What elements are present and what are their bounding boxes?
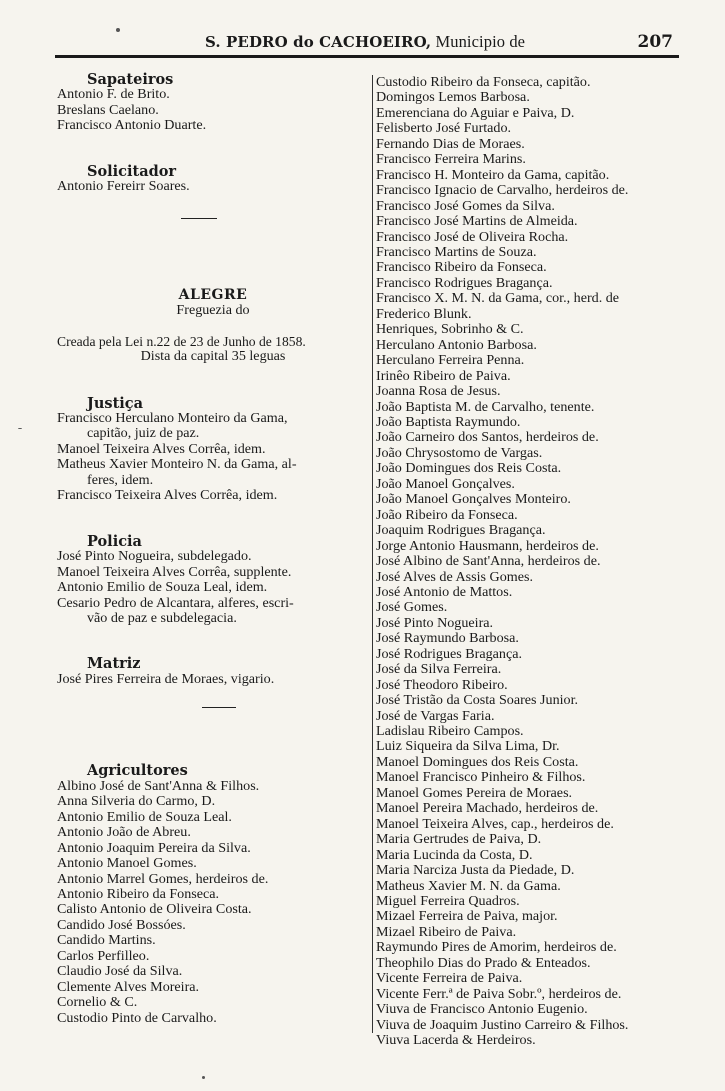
- left-column: [57, 72, 369, 1026]
- entry-line: José Theodoro Ribeiro.: [376, 677, 508, 693]
- entry-line: João Chrysostomo de Vargas.: [376, 445, 543, 461]
- entry-line: Fernando Dias de Moraes.: [376, 136, 525, 152]
- entry-line: Viuva de Joaquim Justino Carreiro & Filhos.: [376, 1017, 629, 1033]
- section-sapateiros: [57, 72, 369, 134]
- entry-line: Miguel Ferreira Quadros.: [376, 894, 520, 910]
- entry-line: Manoel Teixeira Alves Corrêa, supplente.: [57, 564, 292, 580]
- entry-line: Manoel Gomes Pereira de Moraes.: [376, 785, 573, 801]
- entry-line: Antonio Fereirr Soares.: [57, 179, 190, 195]
- entry-line: José Gomes.: [376, 600, 448, 616]
- entry-line: Antonio Emilio de Souza Leal, idem.: [57, 580, 268, 596]
- entry-line: Felisberto José Furtado.: [376, 121, 512, 137]
- entry-line: Francisco Antonio Duarte.: [57, 118, 207, 134]
- entry-line: José Rodrigues Bragança.: [376, 646, 522, 662]
- entry-line: Cornelio & C.: [57, 995, 138, 1011]
- entry-line: Manoel Francisco Pinheiro & Filhos.: [376, 770, 586, 786]
- entry-line: Francisco José Martins de Almeida.: [376, 214, 578, 230]
- section-heading: Solicitador: [87, 162, 177, 180]
- entry-line: José Alves de Assis Gomes.: [376, 569, 533, 585]
- entry-line: José Pinto Nogueira.: [376, 615, 494, 631]
- entry-line: Cesario Pedro de Alcantara, alferes, escri-: [57, 595, 294, 611]
- section-heading: Agricultores: [87, 762, 188, 780]
- entry-line: Joaquim Rodrigues Bragança.: [376, 523, 546, 539]
- entry-line: Mizael Ribeiro de Paiva.: [376, 924, 517, 940]
- entry-line: Raymundo Pires de Amorim, herdeiros de.: [376, 940, 617, 956]
- entry-line: Antonio F. de Brito.: [57, 87, 170, 103]
- entry-line: Ladislau Ribeiro Campos.: [376, 724, 524, 740]
- entry-line: José Pires Ferreira de Moraes, vigario.: [57, 671, 275, 687]
- entry-line: José Albino de Sant'Anna, herdeiros de.: [376, 554, 601, 570]
- entry-line: Jorge Antonio Hausmann, herdeiros de.: [376, 538, 599, 554]
- section-heading: Justiça: [87, 394, 143, 412]
- entry-line: Breslans Caelano.: [57, 102, 159, 118]
- entry-line: José da Silva Ferreira.: [376, 662, 502, 678]
- entry-line: Irinêo Ribeiro de Paiva.: [376, 368, 511, 384]
- entry-line: João Manoel Gonçalves Monteiro.: [376, 492, 571, 508]
- town-name: ALEGRE: [178, 286, 248, 303]
- entry-line: José Raymundo Barbosa.: [376, 631, 519, 647]
- entry-line: Manoel Teixeira Alves, cap., herdeiros de.: [376, 816, 614, 832]
- page-number: 207: [637, 32, 673, 52]
- header-rule: [55, 55, 679, 58]
- entry-line: Antonio João de Abreu.: [57, 825, 191, 841]
- header-title-bold: S. PEDRO do CACHOEIRO,: [205, 33, 432, 51]
- entry-line: João Manoel Gonçalves.: [376, 476, 515, 492]
- entry-line: feres, idem.: [87, 472, 154, 488]
- entry-line: Herculano Ferreira Penna.: [376, 353, 525, 369]
- entry-line: Anna Silveria do Carmo, D.: [57, 794, 216, 810]
- entry-line: Francisco Teixeira Alves Corrêa, idem.: [57, 488, 278, 504]
- paper-speck: [116, 28, 120, 32]
- entry-line: Carlos Perfilleo.: [57, 948, 150, 964]
- column-divider: [372, 75, 373, 1033]
- entry-line: capitão, juiz de paz.: [87, 426, 200, 442]
- entry-line: João Domingues dos Reis Costa.: [376, 461, 562, 477]
- entry-line: Custodio Ribeiro da Fonseca, capitão.: [376, 75, 591, 90]
- section-matriz: [57, 656, 369, 687]
- entry-line: Matheus Xavier M. N. da Gama.: [376, 878, 561, 894]
- entry-line: Maria Narciza Justa da Piedade, D.: [376, 863, 575, 879]
- entry-line: Francisco Martins de Souza.: [376, 244, 537, 260]
- entry-line: Henriques, Sobrinho & C.: [376, 322, 524, 338]
- section-policia: [57, 534, 369, 627]
- entry-line: Maria Gertrudes de Paiva, D.: [376, 832, 542, 848]
- entry-line: Francisco José de Oliveira Rocha.: [376, 229, 569, 245]
- entry-line: João Ribeiro da Fonseca.: [376, 507, 518, 523]
- entry-line: Francisco H. Monteiro da Gama, capitão.: [376, 167, 610, 183]
- entry-line: Francisco X. M. N. da Gama, cor., herd. de: [376, 291, 620, 307]
- entry-line: Antonio Emilio de Souza Leal.: [57, 809, 232, 825]
- entry-line: Joanna Rosa de Jesus.: [376, 384, 501, 400]
- entry-line: Emerenciana do Aguiar e Paiva, D.: [376, 105, 575, 121]
- entry-line: Clemente Alves Moreira.: [57, 979, 200, 995]
- entry-line: Antonio Marrel Gomes, herdeiros de.: [57, 871, 269, 887]
- entry-line: Viuva de Francisco Antonio Eugenio.: [376, 1002, 588, 1018]
- section-solicitador: [57, 164, 369, 195]
- entry-line: João Baptista M. de Carvalho, tenente.: [376, 399, 595, 415]
- entry-line: Matheus Xavier Monteiro N. da Gama, al-: [57, 457, 297, 473]
- entry-line: Candido Martins.: [57, 933, 156, 949]
- section-heading: Policia: [87, 532, 142, 550]
- entry-line: Antonio Manoel Gomes.: [57, 856, 197, 872]
- paper-speck: [202, 1076, 205, 1079]
- distance-line: Dista da capital 35 leguas: [140, 348, 286, 365]
- entry-line: Candido José Bossóes.: [57, 917, 186, 933]
- entry-line: Vicente Ferreira de Paiva.: [376, 971, 523, 987]
- entry-line: Theophilo Dias do Prado & Enteados.: [376, 955, 591, 971]
- entry-line: Francisco Rodrigues Bragança.: [376, 275, 553, 291]
- entry-line: vão de paz e subdelegacia.: [87, 610, 237, 626]
- page-header: [55, 30, 677, 54]
- section-alegre: [57, 288, 369, 365]
- entry-line: João Carneiro dos Santos, herdeiros de.: [376, 430, 599, 446]
- entry-line: Claudio José da Silva.: [57, 964, 183, 980]
- section-agricultores: [57, 763, 369, 1026]
- freguezia-label: Freguezia do: [176, 302, 250, 319]
- header-title-rest: Municipio de: [435, 32, 526, 51]
- entry-line: Calisto Antonio de Oliveira Costa.: [57, 902, 252, 918]
- entry-line: Francisco Ferreira Marins.: [376, 152, 526, 168]
- entry-line: Francisco Ribeiro da Fonseca.: [376, 260, 547, 276]
- entry-line: Herculano Antonio Barbosa.: [376, 337, 537, 353]
- entry-line: Antonio Ribeiro da Fonseca.: [57, 886, 220, 902]
- entry-line: Francisco José Gomes da Silva.: [376, 198, 555, 214]
- section-heading: Sapateiros: [87, 71, 174, 88]
- right-column: [376, 75, 686, 1049]
- entry-line: José Pinto Nogueira, subdelegado.: [57, 549, 252, 565]
- entry-line: Francisco Herculano Monteiro da Gama,: [57, 410, 288, 426]
- entry-line: Frederico Blunk.: [376, 306, 472, 322]
- entry-line: Manoel Pereira Machado, herdeiros de.: [376, 801, 599, 817]
- entry-line: Viuva Lacerda & Herdeiros.: [376, 1033, 536, 1049]
- entry-line: Francisco Ignacio de Carvalho, herdeiros de.: [376, 183, 629, 199]
- entry-line: Mizael Ferreira de Paiva, major.: [376, 909, 558, 925]
- section-justica: [57, 396, 369, 504]
- entry-line: Antonio Joaquim Pereira da Silva.: [57, 840, 251, 856]
- entry-line: Domingos Lemos Barbosa.: [376, 90, 530, 106]
- paper-speck: [18, 428, 22, 429]
- entry-line: José Tristão da Costa Soares Junior.: [376, 693, 579, 709]
- entry-line: João Baptista Raymundo.: [376, 414, 521, 430]
- entry-line: Maria Lucinda da Costa, D.: [376, 847, 533, 863]
- entry-line: Custodio Pinto de Carvalho.: [57, 1010, 217, 1026]
- creation-line: Creada pela Lei n.22 de 23 de Junho de 1858.: [57, 333, 306, 349]
- entry-line: Manoel Domingues dos Reis Costa.: [376, 754, 579, 770]
- agricultores-continued-list: [376, 75, 686, 1049]
- section-heading: Matriz: [87, 655, 141, 673]
- entry-line: José Antonio de Mattos.: [376, 584, 513, 600]
- entry-line: Vicente Ferr.ª de Paiva Sobr.º, herdeiros de.: [376, 986, 622, 1002]
- entry-line: Albino José de Sant'Anna & Filhos.: [57, 778, 260, 794]
- entry-line: Luiz Siqueira da Silva Lima, Dr.: [376, 739, 560, 755]
- header-title: [205, 32, 525, 52]
- entry-line: Manoel Teixeira Alves Corrêa, idem.: [57, 441, 266, 457]
- entry-line: José de Vargas Faria.: [376, 708, 495, 724]
